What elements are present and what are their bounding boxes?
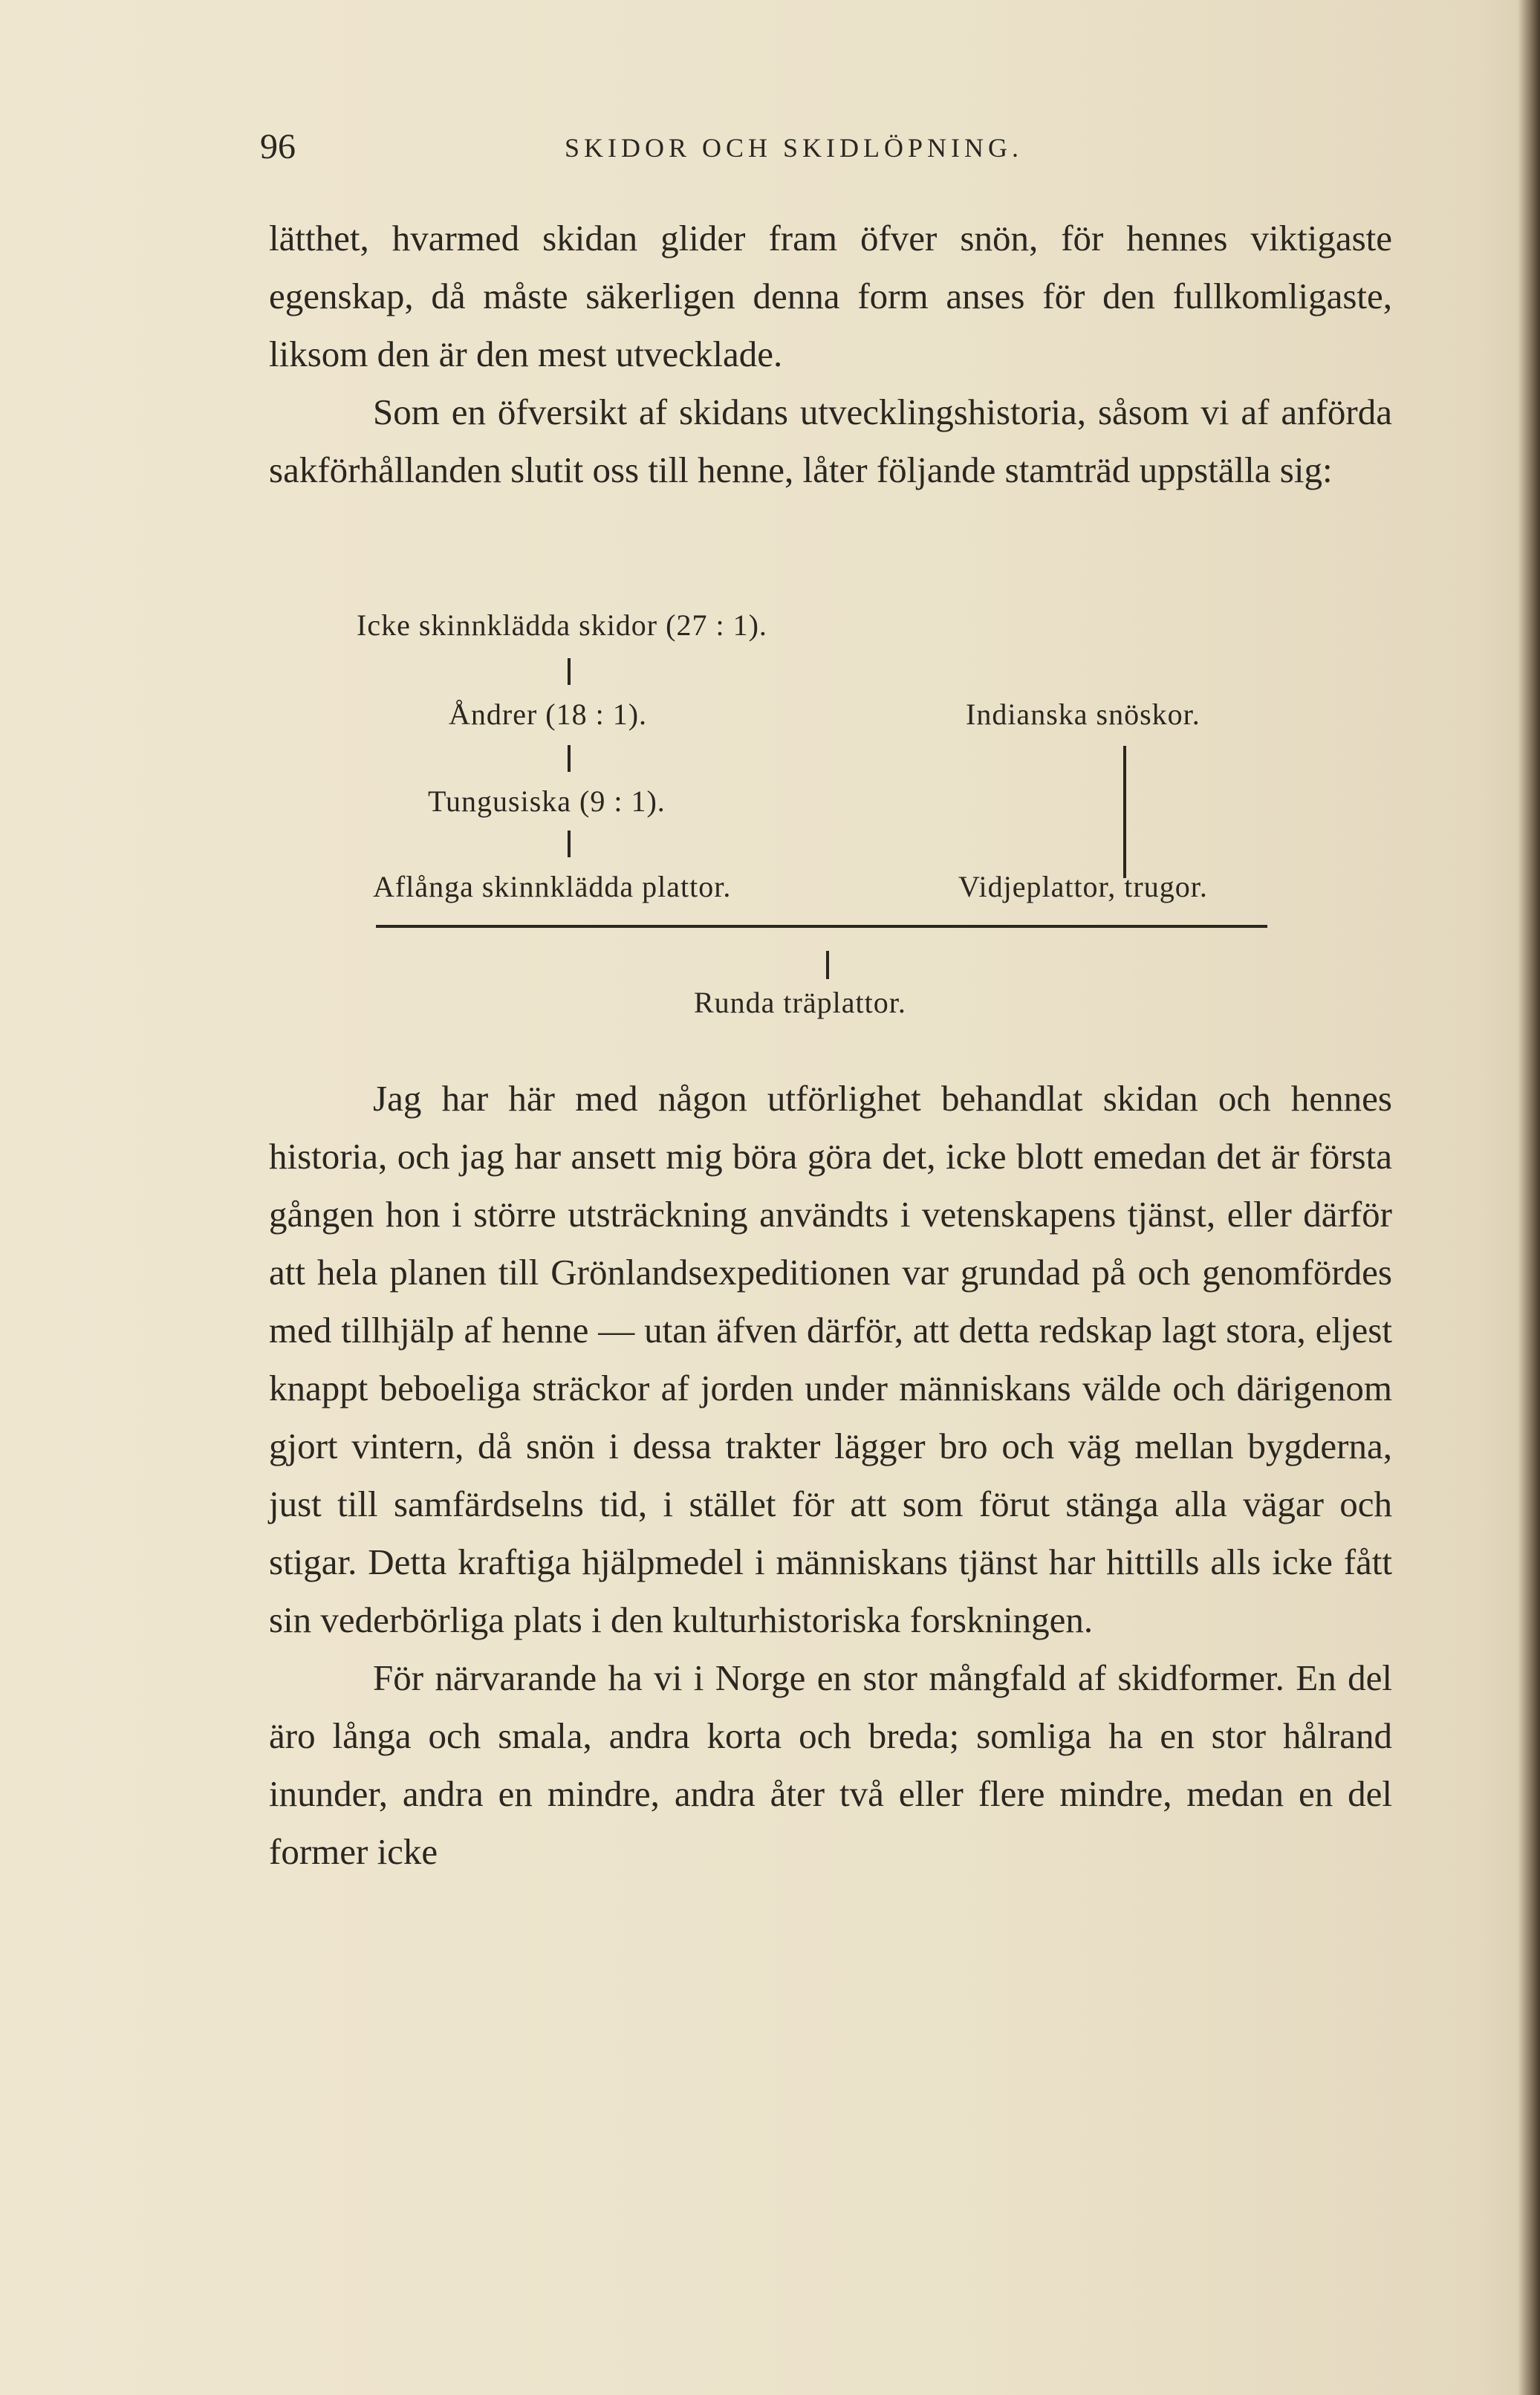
tree-node-right-1: Indianska snöskor. bbox=[966, 698, 1201, 731]
tree-connector bbox=[568, 831, 571, 857]
tree-node-left-3: Aflånga skinnklädda plattor. bbox=[373, 870, 732, 903]
text-block-after bbox=[269, 1070, 1392, 1881]
tree-node-root: Icke skinnklädda skidor (27 : 1). bbox=[357, 608, 767, 642]
tree-join-line bbox=[376, 925, 1267, 928]
tree-connector bbox=[568, 658, 571, 685]
tree-node-left-2: Tungusiska (9 : 1). bbox=[428, 784, 666, 818]
family-tree-diagram bbox=[0, 0, 1540, 1055]
tree-connector bbox=[826, 951, 829, 979]
tree-connector bbox=[1123, 746, 1126, 878]
tree-connector bbox=[568, 745, 571, 772]
tree-node-left-1: Åndrer (18 : 1). bbox=[449, 698, 648, 731]
tree-node-base: Runda träplattor. bbox=[694, 986, 906, 1019]
paragraph: Jag har här med någon utförlighet behandlat skidan och hennes historia, och jag har ansett mig böra göra det, icke blott emedan det är första gången hon i större utsträckning användts i vetenskapens tjänst, eller därför att hela planen till Grönlandsexpeditionen var grundad på och genomfördes med tillhjälp af henne — utan äfven därför, att detta redskap lagt stora, eljest knappt beboeliga sträckor af jorden under människans välde och därigenom gjort vintern, då snön i dessa trakter lägger bro och väg mellan bygderna, just till samfärdselns tid, i stället för att som förut stänga alla vägar och stigar. Detta kraftiga hjälpmedel i människans tjänst har hittills alls icke fått sin vederbörliga plats i den kulturhistoriska forskningen. bbox=[269, 1078, 1392, 1640]
paragraph: lätthet, hvarmed skidan glider fram öfver snön, för hennes viktigaste egenskap, då måste säkerligen denna form anses för den fullkomligaste, liksom den är den mest utvecklade. bbox=[269, 218, 1392, 374]
running-title: SKIDOR OCH SKIDLÖPNING. bbox=[565, 133, 1024, 163]
page-number: 96 bbox=[260, 127, 296, 166]
tree-node-right-2: Vidjeplattor, trugor. bbox=[958, 870, 1208, 903]
paragraph: För närvarande ha vi i Norge en stor mångfald af skidformer. En del äro långa och smala, andra korta och breda; somliga ha en stor hålrand inunder, andra en mindre, andra åter två eller flere mindre, medan en del former icke bbox=[269, 1657, 1392, 1872]
paragraph: Som en öfversikt af skidans utvecklingshistoria, såsom vi af anförda sakförhållanden slutit oss till henne, låter följande stamträd uppställa sig: bbox=[269, 391, 1392, 490]
